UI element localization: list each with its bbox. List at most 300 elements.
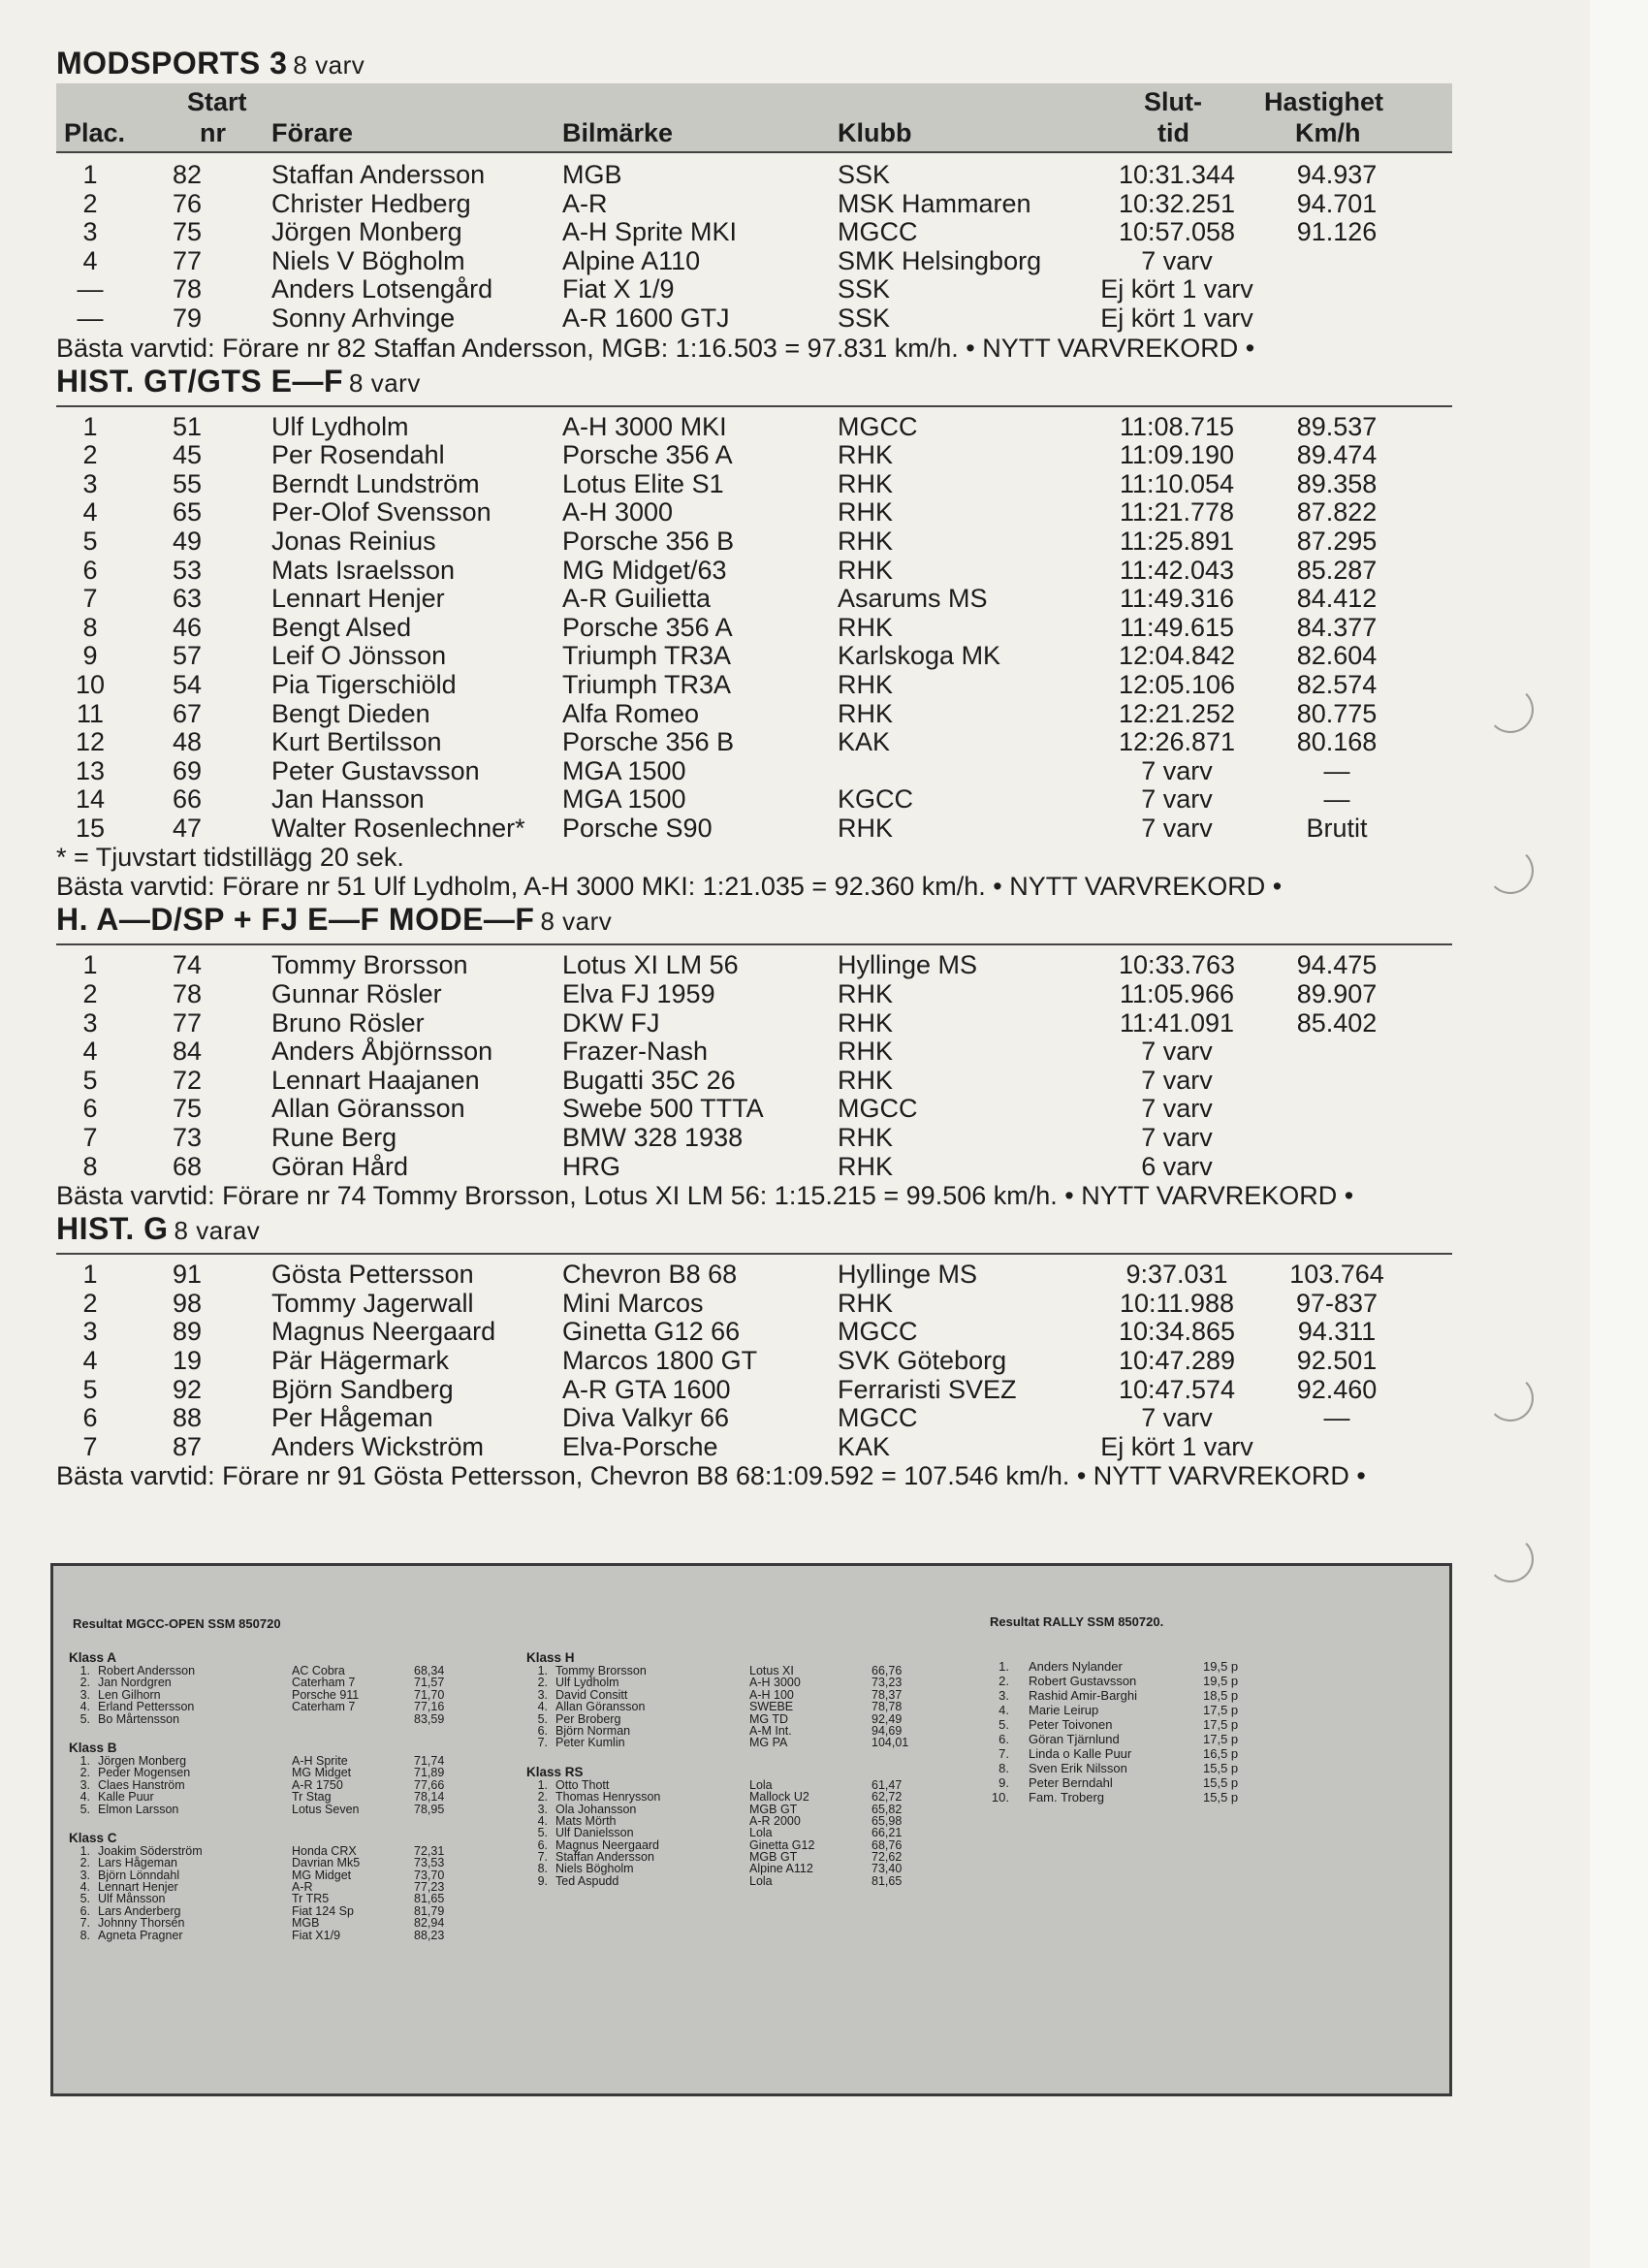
placing: 15 [75, 813, 106, 843]
position: 3. [537, 1687, 548, 1702]
table-row [56, 757, 1452, 786]
table-row [56, 247, 1452, 276]
driver-name: Lennart Henjer [271, 584, 445, 614]
car-make: Porsche 356 A [562, 612, 733, 642]
placing: 14 [75, 784, 106, 815]
placing: 2 [82, 188, 98, 218]
placing: 1 [82, 950, 98, 980]
rally-result-row [990, 1688, 1281, 1703]
driver-name: Marie Leirup [1029, 1703, 1099, 1717]
club-name: RHK [838, 468, 894, 498]
class-result-row [69, 1917, 505, 1929]
driver-name: Per Hågeman [271, 1403, 433, 1433]
table-row [56, 815, 1452, 844]
car-make: A-R 1600 GTJ [562, 303, 730, 333]
driver-name: Mats Israelsson [271, 555, 456, 585]
class-result-row [526, 1677, 963, 1688]
club-name: RHK [838, 1123, 894, 1153]
table-row [56, 1376, 1452, 1405]
car-make: Chevron B8 68 [562, 1260, 738, 1290]
start-number: 89 [173, 1317, 203, 1347]
car-make: Alfa Romeo [562, 698, 700, 728]
time: 81,79 [414, 1903, 445, 1918]
club-name: SMK Helsingborg [838, 245, 1042, 275]
car-make: Ginetta G12 66 [562, 1317, 741, 1347]
car-make: A-R 2000 [749, 1813, 801, 1828]
start-number: 66 [173, 784, 203, 815]
car-make: Swebe 500 TTTA [562, 1094, 764, 1124]
speed-kmh: 92.501 [1296, 1346, 1378, 1375]
position: 1. [998, 1659, 1009, 1674]
time: 73,53 [414, 1856, 445, 1870]
car-make: A-R 1750 [292, 1777, 343, 1792]
table-row [56, 785, 1452, 815]
finish-time: 12:05.106 [1118, 669, 1236, 699]
car-make: Elva FJ 1959 [562, 979, 715, 1009]
section-name: HIST. GT/GTS E—F [56, 363, 344, 399]
placing: 9 [82, 641, 98, 671]
driver-name: Björn Lönndahl [98, 1868, 180, 1882]
driver-name: Leif O Jönsson [271, 641, 447, 671]
start-number: 78 [173, 274, 203, 304]
points: 16,5 p [1203, 1746, 1239, 1761]
driver-name: Jörgen Monberg [271, 217, 462, 247]
finish-time: 11:25.891 [1119, 526, 1235, 556]
car-make: Alpine A110 [562, 245, 701, 275]
column-header-hastighet: Hastighet [1264, 87, 1384, 116]
car-make: Mallock U2 [749, 1790, 809, 1805]
time: 66,21 [872, 1826, 903, 1840]
table-row [56, 1404, 1452, 1433]
start-number: 73 [173, 1123, 203, 1153]
car-make: Lotus Elite S1 [562, 468, 724, 498]
position: 1. [79, 1664, 90, 1677]
best-lap-note: Bästa varvtid: Förare nr 82 Staffan Andersson, MGB: 1:16.503 = 97.831 km/h. • NYTT VARVREKORD • [56, 333, 1255, 363]
points: 15,5 p [1203, 1775, 1239, 1790]
column-header-klubb: Klubb [838, 118, 912, 147]
punch-hole [1487, 1375, 1534, 1421]
time: 71,74 [414, 1753, 445, 1768]
class-result-row [69, 1713, 505, 1725]
placing: 3 [82, 1317, 98, 1347]
start-number: 57 [173, 641, 203, 671]
ssm-column-left [69, 1644, 505, 1950]
time: 81,65 [414, 1892, 445, 1906]
points: 19,5 p [1203, 1674, 1239, 1688]
time: 62,72 [872, 1790, 903, 1805]
car-make: MGA 1500 [562, 755, 686, 785]
class-result-row [69, 1804, 505, 1815]
position: 7. [537, 1736, 548, 1750]
club-name: RHK [838, 813, 894, 843]
car-make: A-H 100 [749, 1687, 794, 1702]
speed-kmh: 89.537 [1296, 411, 1378, 441]
finish-time: 11:49.316 [1119, 584, 1235, 614]
start-number: 49 [173, 526, 203, 556]
finish-time: 11:42.043 [1119, 555, 1235, 585]
time: 65,82 [872, 1802, 903, 1816]
driver-name: Len Gilhorn [98, 1687, 161, 1702]
result-rows [56, 1261, 1452, 1461]
car-make: A-H 3000 [562, 497, 674, 527]
speed-kmh: 91.126 [1296, 217, 1378, 247]
class-result-row [69, 1857, 505, 1869]
time: 78,14 [414, 1790, 445, 1805]
section-laps: 8 varv [293, 50, 365, 80]
position: 8. [998, 1761, 1009, 1775]
placing: 5 [82, 1374, 98, 1404]
driver-name: Per Broberg [555, 1711, 621, 1726]
finish-time: 12:21.252 [1118, 698, 1236, 728]
club-name: RHK [838, 555, 894, 585]
section-title [56, 45, 1452, 83]
driver-name: Tommy Brorsson [555, 1664, 647, 1677]
car-make: Lotus XI LM 56 [562, 950, 739, 980]
driver-name: Pär Hägermark [271, 1346, 450, 1375]
column-header-start: Start [187, 87, 247, 116]
start-number: 63 [173, 584, 203, 614]
start-number: 53 [173, 555, 203, 585]
position: 5. [79, 1711, 90, 1726]
placing: — [77, 274, 104, 304]
start-number: 19 [173, 1346, 203, 1375]
table-row [56, 557, 1452, 586]
driver-name: Sven Erik Nilsson [1029, 1761, 1127, 1775]
driver-name: David Consitt [555, 1687, 628, 1702]
table-row [56, 1124, 1452, 1153]
table-row [56, 1095, 1452, 1124]
rally-result-row [990, 1732, 1281, 1746]
section-title [56, 901, 1452, 940]
position: 1. [537, 1777, 548, 1792]
time: 68,34 [414, 1664, 445, 1677]
car-make: A-R [562, 188, 608, 218]
finish-time: 7 varv [1141, 1123, 1213, 1153]
section-divider [56, 405, 1452, 407]
placing: 6 [82, 1094, 98, 1124]
driver-name: Jonas Reinius [271, 526, 436, 556]
table-row [56, 728, 1452, 757]
driver-name: Staffan Andersson [555, 1850, 654, 1865]
car-make: Caterham 7 [292, 1676, 356, 1690]
position: 7. [537, 1850, 548, 1865]
placing: 1 [82, 1260, 98, 1290]
position: 2. [79, 1766, 90, 1780]
car-make: A-H Sprite [292, 1753, 348, 1768]
time: 77,23 [414, 1880, 445, 1895]
position: 4. [998, 1703, 1009, 1717]
driver-name: Per Rosendahl [271, 440, 445, 470]
start-number: 46 [173, 612, 203, 642]
driver-name: Björn Sandberg [271, 1374, 454, 1404]
time: 104,01 [872, 1736, 909, 1750]
car-make: MG Midget [292, 1868, 352, 1882]
section-name: MODSPORTS 3 [56, 46, 288, 80]
table-row [56, 1433, 1452, 1462]
table-row [56, 470, 1452, 499]
car-make: MG Midget [292, 1766, 352, 1780]
driver-name: Robert Gustavsson [1029, 1674, 1137, 1688]
car-make: Caterham 7 [292, 1700, 356, 1714]
club-name: SVK Göteborg [838, 1346, 1007, 1375]
placing: 4 [82, 497, 98, 527]
section-divider [56, 1253, 1452, 1255]
club-name: KAK [838, 1431, 891, 1461]
punch-hole [1487, 687, 1534, 733]
driver-name: Jan Nordgren [98, 1676, 172, 1690]
car-make: Frazer-Nash [562, 1037, 709, 1067]
car-make: A-R [292, 1880, 313, 1895]
club-name: MGCC [838, 1094, 918, 1124]
car-make: Bugatti 35C 26 [562, 1065, 736, 1095]
club-name: RHK [838, 1037, 894, 1067]
club-name: Ferraristi SVEZ [838, 1374, 1017, 1404]
placing: 4 [82, 245, 98, 275]
car-make: MGA 1500 [562, 784, 686, 815]
placing: 10 [75, 669, 106, 699]
table-row [56, 951, 1452, 980]
club-name: KGCC [838, 784, 914, 815]
car-make: Porsche S90 [562, 813, 713, 843]
position: 7. [79, 1916, 90, 1931]
position: 6. [998, 1732, 1009, 1746]
time: 61,47 [872, 1777, 903, 1792]
driver-name: Otto Thott [555, 1777, 610, 1792]
section-name: H. A—D/SP + FJ E—F MODE—F [56, 902, 535, 938]
club-name: Hyllinge MS [838, 1260, 978, 1290]
driver-name: Ola Johansson [555, 1802, 637, 1816]
table-row [56, 498, 1452, 527]
start-number: 67 [173, 698, 203, 728]
driver-name: Sonny Arhvinge [271, 303, 456, 333]
position: 4. [537, 1813, 548, 1828]
car-make: Porsche 911 [292, 1687, 360, 1702]
club-name: Hyllinge MS [838, 950, 978, 980]
placing: 5 [82, 1065, 98, 1095]
start-number: 77 [173, 1007, 203, 1038]
time: 71,57 [414, 1676, 445, 1690]
column-header-plac: Plac. [64, 118, 126, 147]
class-result-row [69, 1791, 505, 1803]
club-name: MSK Hammaren [838, 188, 1031, 218]
placing: 3 [82, 468, 98, 498]
position: 5. [537, 1711, 548, 1726]
time: 66,76 [872, 1664, 903, 1677]
speed-kmh: 87.822 [1296, 497, 1378, 527]
time: 71,70 [414, 1687, 445, 1702]
speed-kmh: 89.358 [1296, 468, 1378, 498]
start-number: 92 [173, 1374, 203, 1404]
column-header-slut: Slut- [1144, 87, 1202, 116]
driver-name: Christer Hedberg [271, 188, 471, 218]
position: 4. [537, 1700, 548, 1714]
time: 77,16 [414, 1700, 445, 1714]
points: 18,5 p [1203, 1688, 1239, 1703]
car-make: Tr Stag [292, 1790, 332, 1805]
column-header-kmh: Km/h [1295, 118, 1361, 147]
time: 65,98 [872, 1813, 903, 1828]
speed-kmh: 94.311 [1297, 1317, 1377, 1347]
driver-name: Magnus Neergaard [555, 1837, 660, 1852]
car-make: Marcos 1800 GT [562, 1346, 758, 1375]
speed-kmh: 84.412 [1296, 584, 1378, 614]
rally-result-row [990, 1790, 1281, 1805]
car-make: HRG [562, 1151, 620, 1181]
position: 6. [537, 1723, 548, 1738]
class-result-row [526, 1701, 963, 1712]
table-row [56, 527, 1452, 557]
position: 4. [79, 1790, 90, 1805]
time: 78,78 [872, 1700, 903, 1714]
time: 72,31 [414, 1843, 445, 1858]
finish-time: 10:47.574 [1118, 1374, 1236, 1404]
class-result-row [526, 1827, 963, 1838]
table-row [56, 1318, 1452, 1347]
start-number: 87 [173, 1431, 203, 1461]
speed-kmh: 94.937 [1296, 160, 1378, 189]
finish-time: 11:09.190 [1119, 440, 1235, 470]
time: 77,66 [414, 1777, 445, 1792]
driver-name: Rune Berg [271, 1123, 397, 1153]
driver-name: Bruno Rösler [271, 1007, 425, 1038]
finish-time: 7 varv [1141, 1094, 1213, 1124]
position: 8. [79, 1928, 90, 1942]
car-make: Fiat X1/9 [292, 1928, 341, 1942]
club-name: RHK [838, 526, 894, 556]
best-lap-note: Bästa varvtid: Förare nr 51 Ulf Lydholm, A-H 3000 MKI: 1:21.035 = 92.360 km/h. • NYTT VARVREKORD • [56, 872, 1283, 902]
club-name: RHK [838, 698, 894, 728]
start-number: 91 [173, 1260, 203, 1290]
placing: 4 [82, 1037, 98, 1067]
club-name: MGCC [838, 1317, 918, 1347]
driver-name: Agneta Pragner [98, 1928, 183, 1942]
table-row [56, 275, 1452, 304]
table-header [56, 83, 1452, 153]
placing: 2 [82, 979, 98, 1009]
car-make: A-R Guilietta [562, 584, 712, 614]
driver-name: Peter Gustavsson [271, 755, 480, 785]
club-name: KAK [838, 727, 891, 757]
driver-name: Anders Wickström [271, 1431, 485, 1461]
car-make: MGB GT [749, 1850, 798, 1865]
driver-name: Niels Bögholm [555, 1862, 634, 1876]
speed-kmh: 85.287 [1296, 555, 1378, 585]
speed-kmh: Brutit [1306, 813, 1368, 843]
ssm-results-title: Resultat MGCC-OPEN SSM 850720 [73, 1616, 281, 1631]
rally-result-row [990, 1717, 1281, 1732]
finish-time: 7 varv [1141, 245, 1213, 275]
section-title [56, 363, 1452, 401]
driver-name: Anders Lotsengård [271, 274, 493, 304]
placing: 13 [75, 755, 106, 785]
table-row [56, 1347, 1452, 1376]
car-make: Lola [749, 1826, 773, 1840]
finish-time: 10:11.988 [1119, 1288, 1235, 1318]
placing: 1 [82, 411, 98, 441]
column-header-nr: nr [200, 118, 226, 147]
finish-time: 12:04.842 [1118, 641, 1236, 671]
speed-kmh: 85.402 [1296, 1007, 1378, 1038]
speed-kmh: 84.377 [1296, 612, 1378, 642]
table-row [56, 671, 1452, 700]
driver-name: Johnny Thorsén [98, 1916, 185, 1931]
start-number: 72 [173, 1065, 203, 1095]
car-make: A-H 3000 [749, 1676, 801, 1690]
speed-kmh: 97-837 [1295, 1288, 1379, 1318]
time: 94,69 [872, 1723, 903, 1738]
car-make: Tr TR5 [292, 1892, 330, 1906]
driver-name: Fam. Troberg [1029, 1790, 1105, 1805]
points: 17,5 p [1203, 1717, 1239, 1732]
driver-name: Staffan Andersson [271, 160, 486, 189]
car-make: MGB [562, 160, 622, 189]
car-make: MG PA [749, 1736, 788, 1750]
finish-time: 10:33.763 [1118, 950, 1236, 980]
position: 8. [537, 1862, 548, 1876]
start-number: 76 [173, 188, 203, 218]
driver-name: Niels V Bögholm [271, 245, 465, 275]
driver-name: Anders Åbjörnsson [271, 1037, 493, 1067]
ssm-column-middle [526, 1644, 963, 1896]
ssm-results-box [50, 1563, 1452, 2096]
car-make: MGB GT [749, 1802, 798, 1816]
driver-name: Claes Hanström [98, 1777, 185, 1792]
placing: 7 [82, 1431, 98, 1461]
car-make: Alpine A112 [749, 1862, 813, 1876]
driver-name: Lars Anderberg [98, 1903, 181, 1918]
club-name: MGCC [838, 217, 918, 247]
driver-name: Ulf Lydholm [271, 411, 409, 441]
placing: 2 [82, 440, 98, 470]
table-row [56, 700, 1452, 729]
table-row [56, 218, 1452, 247]
rally-result-row [990, 1775, 1281, 1790]
car-make: Lola [749, 1873, 773, 1888]
placing: 11 [76, 698, 105, 728]
rally-result-row [990, 1761, 1281, 1775]
car-make: MG Midget/63 [562, 555, 727, 585]
start-number: 78 [173, 979, 203, 1009]
time: 83,59 [414, 1711, 445, 1726]
table-row [56, 1261, 1452, 1290]
finish-time: 10:34.865 [1118, 1317, 1236, 1347]
driver-name: Bengt Dieden [271, 698, 430, 728]
position: 1. [537, 1664, 548, 1677]
finish-time: 7 varv [1141, 1403, 1213, 1433]
placing: 6 [82, 1403, 98, 1433]
punch-hole [1487, 847, 1534, 894]
car-make: Lotus XI [749, 1664, 794, 1677]
driver-name: Kalle Puur [98, 1790, 154, 1805]
position: 3. [998, 1688, 1009, 1703]
speed-kmh: 82.574 [1296, 669, 1378, 699]
speed-kmh: 82.604 [1296, 641, 1378, 671]
driver-name: Gösta Pettersson [271, 1260, 474, 1290]
start-number: 84 [173, 1037, 203, 1067]
speed-kmh: 89.907 [1296, 979, 1378, 1009]
time: 82,94 [414, 1916, 445, 1931]
position: 10. [991, 1790, 1009, 1805]
finish-time: 7 varv [1141, 1037, 1213, 1067]
position: 3. [79, 1687, 90, 1702]
punch-hole [1487, 1536, 1534, 1582]
position: 2. [79, 1856, 90, 1870]
position: 3. [537, 1802, 548, 1816]
results-document [56, 45, 1452, 1490]
time: 78,37 [872, 1687, 903, 1702]
start-number: 79 [173, 303, 203, 333]
driver-name: Ulf Lydholm [555, 1676, 619, 1690]
